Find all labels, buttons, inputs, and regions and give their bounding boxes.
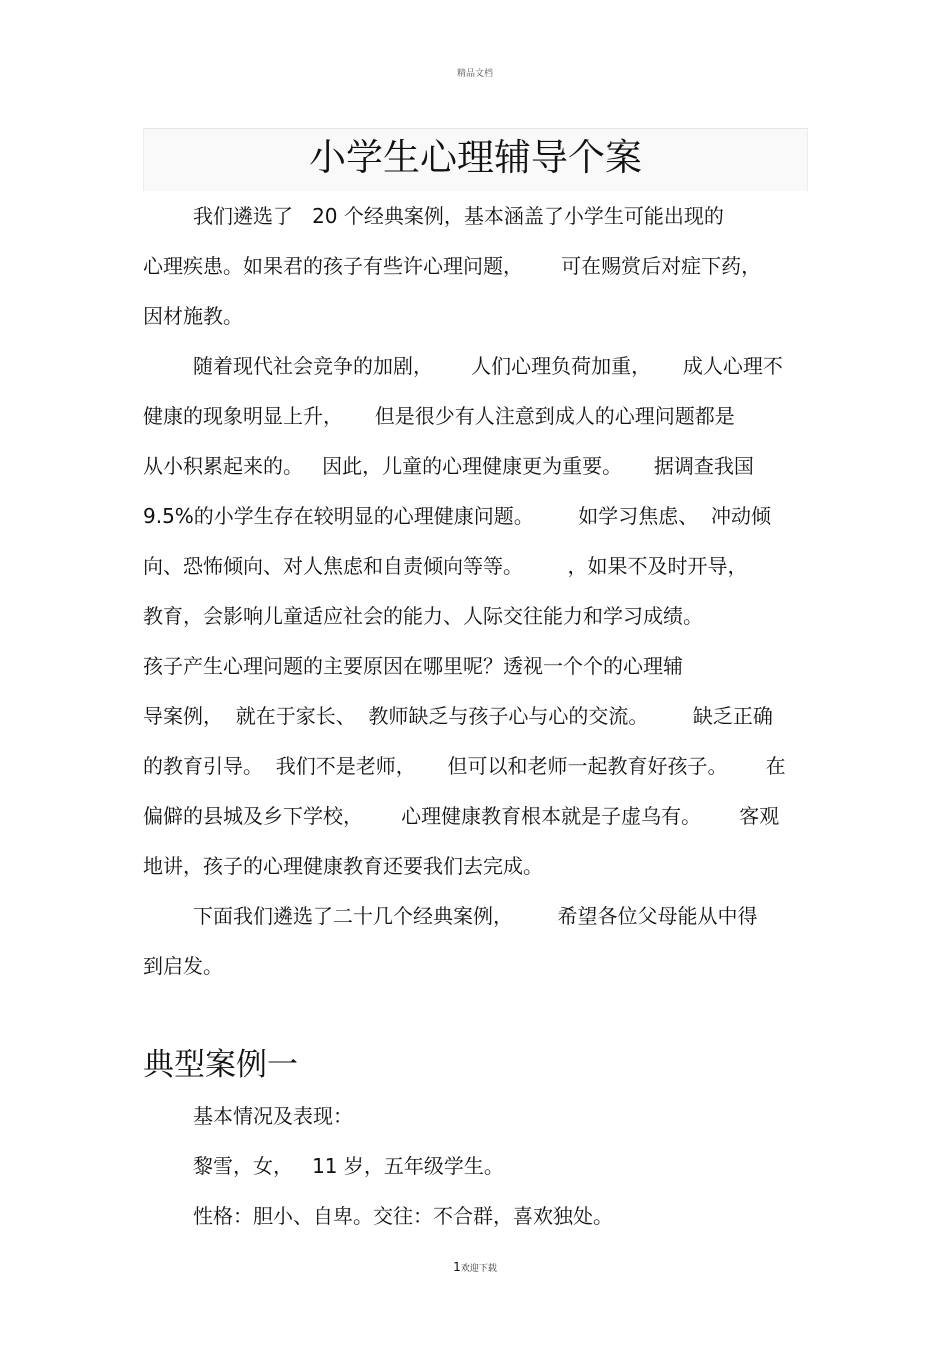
paragraph-line: 从小积累起来的。 因此，儿童的心理健康更为重要。 据调查我国 bbox=[143, 454, 754, 478]
section-heading: 典型案例一 bbox=[143, 1047, 298, 1083]
page-number: 1 bbox=[453, 1260, 461, 1274]
page-title: 小学生心理辅导个案 bbox=[309, 136, 642, 179]
paragraph-line: 的教育引导。 我们不是老师， 但可以和老师一起教育好孩子。 在 bbox=[143, 754, 786, 778]
paragraph-line: 心理疾患。如果君的孩子有些许心理问题， 可在赐赏后对症下药， bbox=[143, 254, 762, 278]
case-line: 性格：胆小、自卑。交往：不合群，喜欢独处。 bbox=[193, 1204, 613, 1228]
paragraph-line: 到启发。 bbox=[143, 954, 223, 978]
paragraph-line: 健康的现象明显上升， 但是很少有人注意到成人的心理问题都是 bbox=[143, 404, 735, 428]
paragraph-line: 偏僻的县城及乡下学校， 心理健康教育根本就是子虚乌有。 客观 bbox=[143, 804, 780, 828]
footer-text: 欢迎下载 bbox=[460, 1264, 497, 1274]
page-footer bbox=[0, 1260, 950, 1274]
paragraph-line: 下面我们遴选了二十几个经典案例， 希望各位父母能从中得 bbox=[193, 904, 758, 928]
paragraph-line: 我们遴选了 20 个经典案例，基本涵盖了小学生可能出现的 bbox=[193, 204, 724, 228]
paragraph-line: 因材施教。 bbox=[143, 304, 243, 328]
paragraph-line: 随着现代社会竞争的加剧， 人们心理负荷加重， 成人心理不 bbox=[193, 354, 783, 378]
case-line: 基本情况及表现： bbox=[193, 1104, 353, 1128]
paragraph-line: 地讲，孩子的心理健康教育还要我们去完成。 bbox=[143, 854, 543, 878]
paragraph-line: 向、恐怖倾向、对人焦虑和自责倾向等等。 ，如果不及时开导， bbox=[143, 554, 748, 578]
paragraph-line: 教育，会影响儿童适应社会的能力、人际交往能力和学习成绩。 bbox=[143, 604, 703, 628]
case-line: 黎雪，女， 11 岁，五年级学生。 bbox=[193, 1154, 504, 1178]
paragraph-line: 9.5%的小学生存在较明显的心理健康问题。 如学习焦虑、 冲动倾 bbox=[143, 504, 772, 528]
paragraph-line: 孩子产生心理问题的主要原因在哪里呢？透视一个个的心理辅 bbox=[143, 654, 683, 678]
header-watermark: 精品文档 bbox=[456, 69, 493, 79]
paragraph-line: 导案例， 就在于家长、 教师缺乏与孩子心与心的交流。 缺乏正确 bbox=[143, 704, 773, 728]
